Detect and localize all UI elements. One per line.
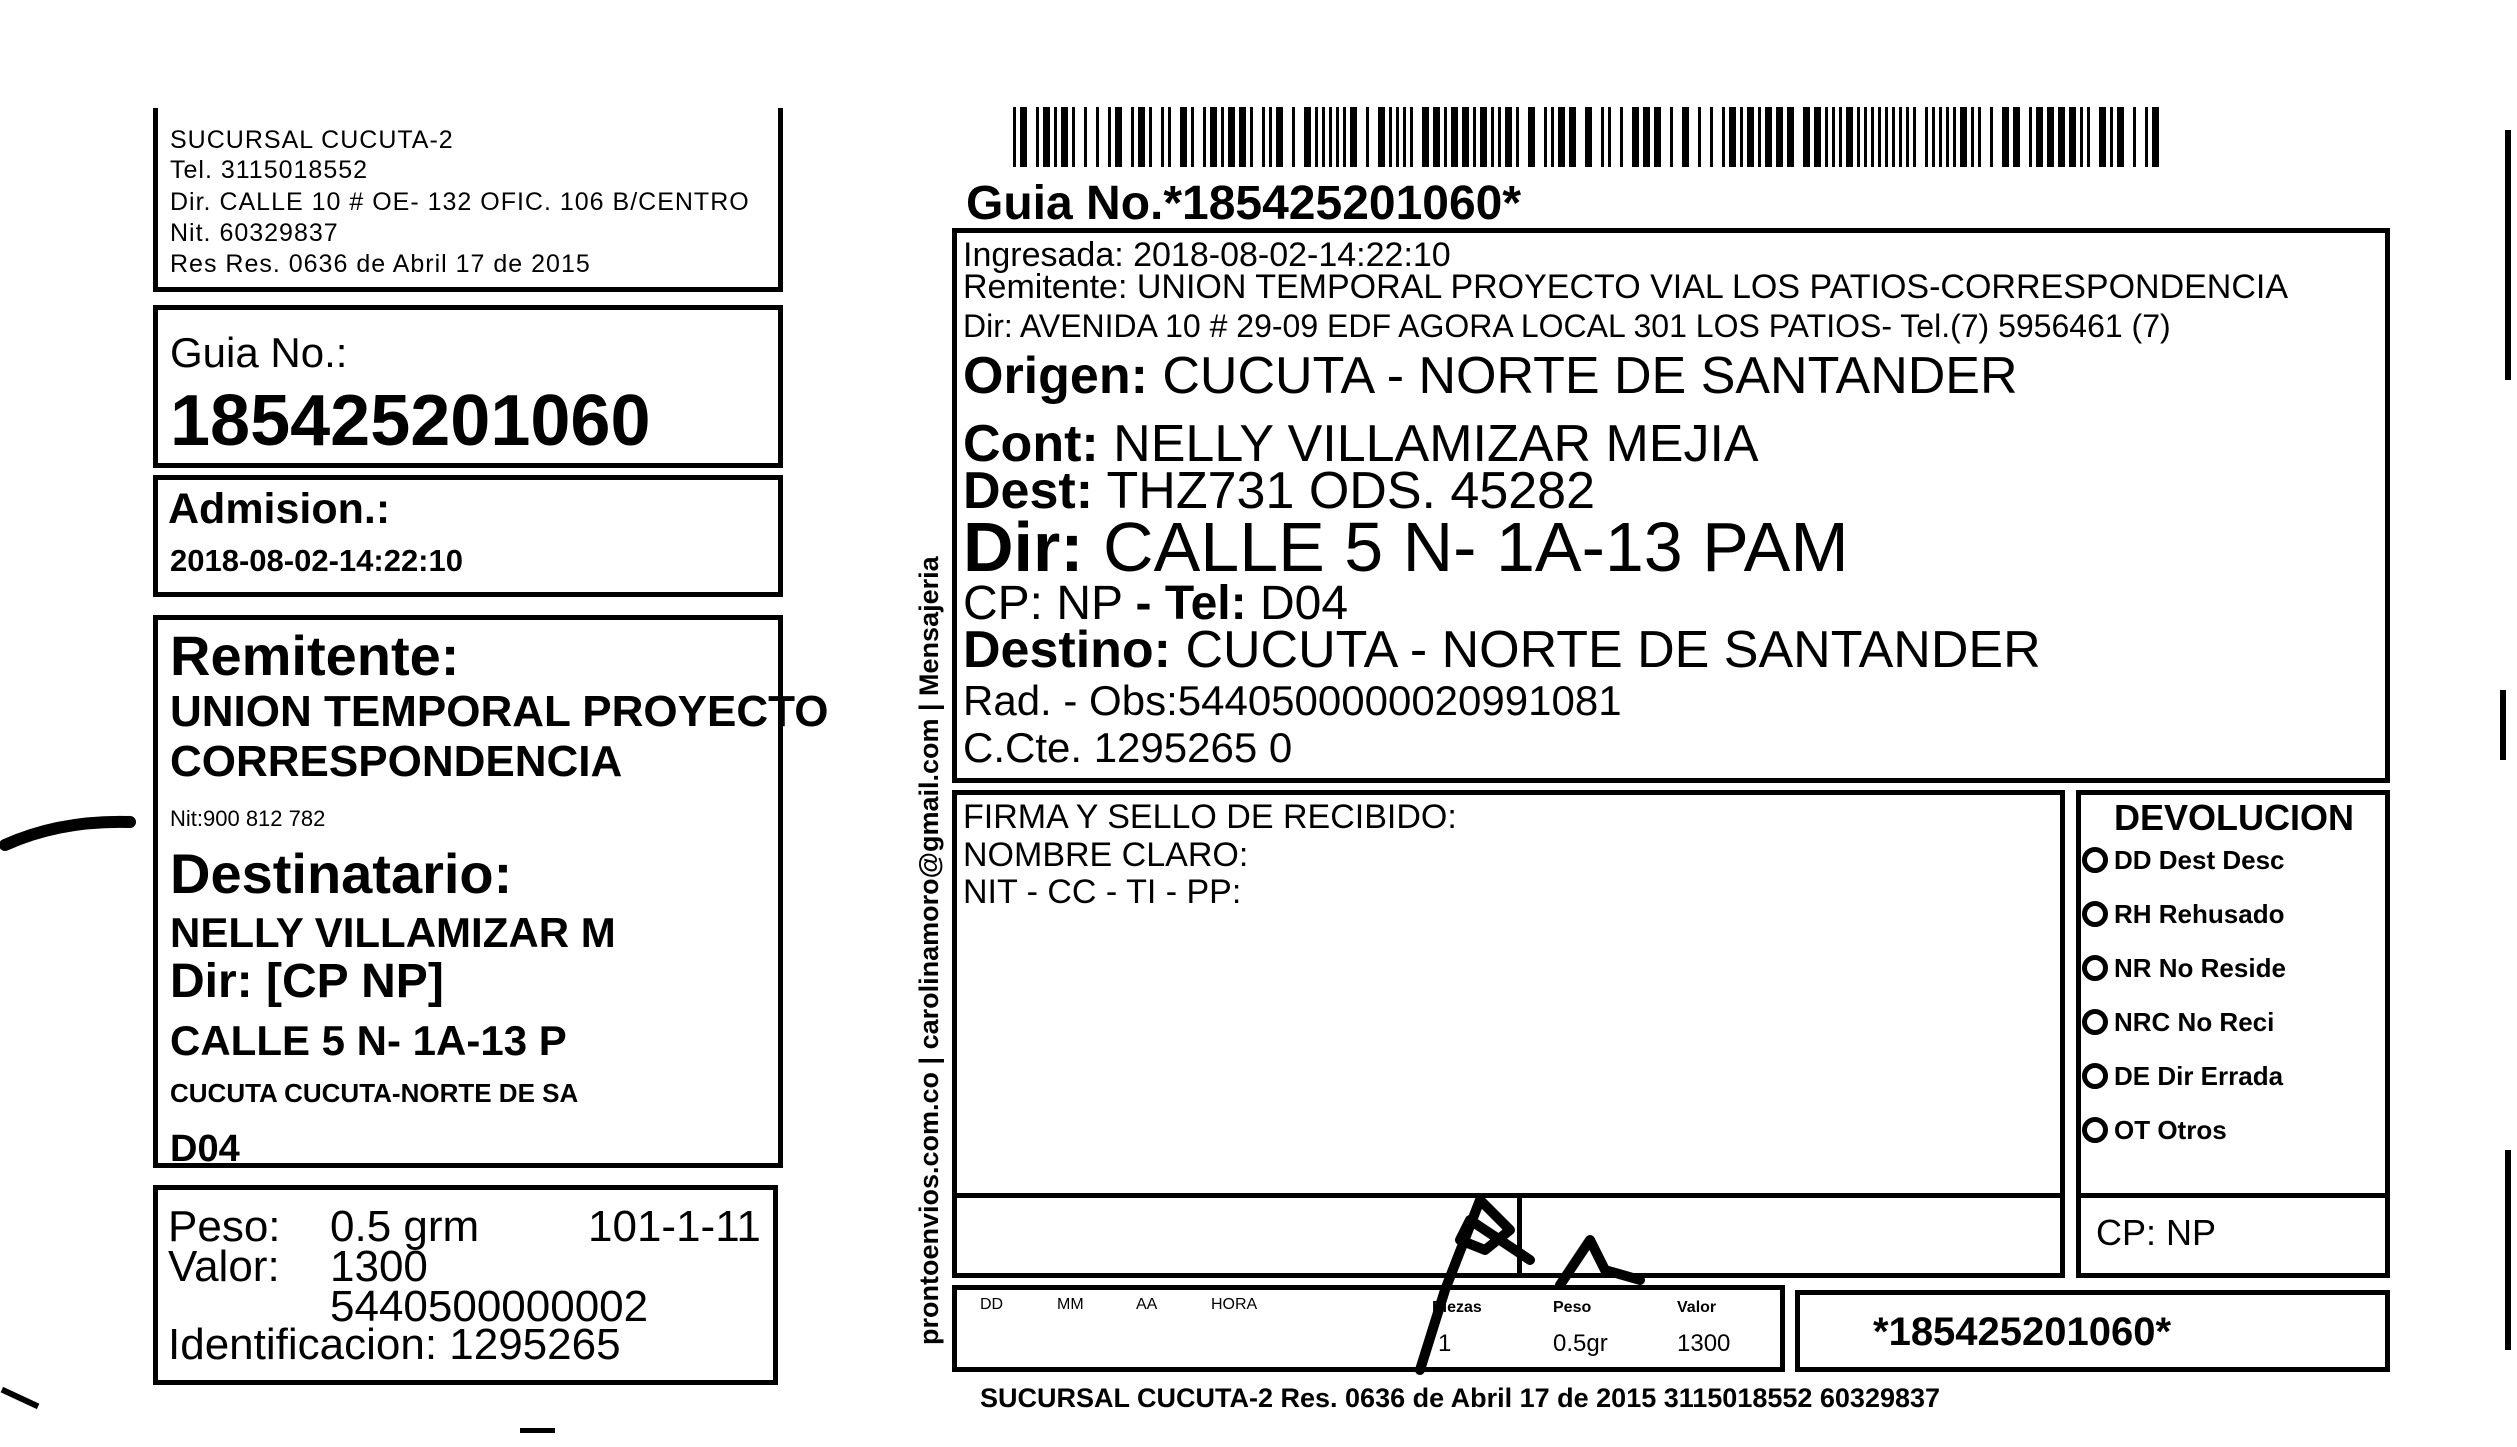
barcode-bar (1329, 107, 1332, 167)
scan-artifact-left (0, 780, 160, 860)
barcode-bar (1885, 107, 1888, 167)
destinatario-dir: Dir: [CP NP] (170, 955, 444, 1008)
piezas-label: Piezas (1432, 1299, 1482, 1316)
admision-value: 2018-08-02-14:22:10 (170, 543, 463, 578)
remitente-line1: UNION TEMPORAL PROYECTO (170, 687, 829, 736)
barcode-bar (1620, 107, 1623, 167)
barcode-bar (1608, 107, 1611, 167)
barcode-bar (1632, 107, 1639, 167)
rad-obs: Rad. - Obs:5440500000020991081 (963, 677, 1622, 724)
barcode-bar (1747, 107, 1754, 167)
barcode-bar (2117, 107, 2124, 167)
peso-small-value: 0.5gr (1553, 1330, 1608, 1357)
barcode-bar (1932, 107, 1935, 167)
barcode-bar (1221, 107, 1224, 167)
peso-value: 0.5 grm (330, 1202, 480, 1251)
barcode-bar (1210, 107, 1217, 167)
branch-resolution: Res Res. 0636 de Abril 17 de 2015 (170, 250, 591, 278)
barcode-bar (1601, 107, 1604, 167)
barcode-bar (1149, 107, 1152, 167)
footer-branch-line: SUCURSAL CUCUTA-2 Res. 0636 de Abril 17 de 2015 3115018552 60329837 (980, 1383, 1941, 1413)
barcode-bar (1396, 107, 1399, 167)
barcode-bar (1825, 107, 1828, 167)
devolucion-title: DEVOLUCION (2114, 797, 2355, 838)
barcode-bar (1304, 107, 1311, 167)
tel-label: Tel: (1164, 577, 1247, 630)
barcode-bar (1462, 107, 1469, 167)
devolucion-option-label: DE Dir Errada (2114, 1061, 2284, 1091)
barcode-bar (1013, 107, 1016, 167)
barcode-bar (1643, 107, 1650, 167)
barcode-bar (1108, 107, 1111, 167)
barcode-bar (2029, 107, 2032, 167)
edge-mark-right-2 (2500, 690, 2506, 760)
barcode-number: *185425201060* (1873, 1310, 2172, 1354)
admision-label: Admision.: (168, 485, 391, 533)
barcode-bar (1336, 107, 1339, 167)
barcode-bar (1061, 107, 1068, 167)
barcode-bar (1953, 107, 1956, 167)
dir-label: Dir: (963, 508, 1084, 586)
destinatario-city: CUCUTA CUCUTA-NORTE DE SA (170, 1078, 579, 1108)
barcode-bar (1480, 107, 1487, 167)
devolucion-option-label: OT Otros (2114, 1115, 2227, 1145)
edge-mark-right-1 (2505, 130, 2511, 380)
guia-title: Guia No.*185425201060* (966, 177, 1522, 230)
barcode-bar (1451, 107, 1458, 167)
peso-label: Peso: (168, 1202, 281, 1251)
devolucion-option-circle (2082, 1063, 2108, 1089)
reference-number: 5440500000002 (330, 1282, 649, 1331)
branch-name: SUCURSAL CUCUTA-2 (170, 126, 454, 154)
barcode-bar (1698, 107, 1701, 167)
guia-number: 185425201060 (170, 381, 651, 461)
branch-tel: Tel. 3115018552 (170, 156, 369, 184)
barcode-image (1013, 107, 2163, 167)
cp-value: CP: NP (963, 577, 1123, 630)
barcode-bar (2069, 107, 2076, 167)
peso-code: 101-1-11 (588, 1202, 761, 1251)
barcode-bar (1913, 107, 1916, 167)
barcode-bar (1350, 107, 1357, 167)
devolucion-divider (2076, 1193, 2390, 1198)
barcode-bar (1558, 107, 1565, 167)
ingresada: Ingresada: 2018-08-02-14:22:10 (963, 236, 1451, 274)
barcode-bar (1315, 107, 1318, 167)
dir-value: CALLE 5 N- 1A-13 PAM (1103, 508, 1849, 586)
barcode-bar (1544, 107, 1547, 167)
tel-value: D04 (1259, 577, 1349, 630)
barcode-bar (1960, 107, 1967, 167)
barcode-bar (1043, 107, 1050, 167)
destinatario-label: Destinatario: (170, 842, 513, 905)
origen-value: CUCUTA - NORTE DE SANTANDER (1162, 347, 2018, 405)
nit-label: NIT - CC - TI - PP: (963, 873, 1242, 911)
destinatario-name: NELLY VILLAMIZAR M (170, 909, 616, 956)
date-header-aa: AA (1136, 1296, 1158, 1313)
barcode-bar (1491, 107, 1494, 167)
edge-mark-bottom-mid (520, 1428, 555, 1433)
barcode-bar (1250, 107, 1253, 167)
valor-small-label: Valor (1677, 1299, 1717, 1316)
cuenta-corriente: C.Cte. 1295265 0 (963, 724, 1293, 771)
barcode-bar (2110, 107, 2113, 167)
branch-nit: Nit. 60329837 (170, 219, 339, 247)
barcode-bar (1939, 107, 1942, 167)
barcode-bar (1084, 107, 1087, 167)
barcode-bar (1422, 107, 1429, 167)
barcode-bar (2036, 107, 2043, 167)
barcode-bar (1758, 107, 1761, 167)
barcode-bar (1878, 107, 1881, 167)
devolucion-option-circle (2082, 1117, 2108, 1143)
barcode-bar (1832, 107, 1835, 167)
peso-small-label: Peso (1553, 1299, 1592, 1316)
barcode-bar (1115, 107, 1122, 167)
dest-label: Dest: (963, 462, 1094, 520)
barcode-bar (1239, 107, 1246, 167)
nombre-label: NOMBRE CLARO: (963, 836, 1249, 874)
destinatario-address: CALLE 5 N- 1A-13 P (170, 1017, 567, 1064)
barcode-bar (1787, 107, 1794, 167)
valor-label: Valor: (168, 1242, 280, 1291)
barcode-bar (1444, 107, 1447, 167)
barcode-bar (1654, 107, 1661, 167)
origen-label: Origen: (963, 347, 1148, 405)
date-header-mm: MM (1057, 1296, 1084, 1313)
barcode-bar (1906, 107, 1909, 167)
barcode-bar (1740, 107, 1743, 167)
barcode-bar (1292, 107, 1295, 167)
barcode-bar (2002, 107, 2009, 167)
barcode-bar (1498, 107, 1501, 167)
barcode-bar (1191, 107, 1194, 167)
date-header-hora: HORA (1211, 1296, 1258, 1313)
barcode-bar (1322, 107, 1325, 167)
barcode-bar (1839, 107, 1842, 167)
devolucion-option-circle (2082, 1009, 2108, 1035)
devolucion-option-label: RH Rehusado (2114, 899, 2285, 929)
remitente-full: Remitente: UNION TEMPORAL PROYECTO VIAL LOS PATIOS-CORRESPONDENCIA (963, 268, 2289, 306)
barcode-bar (1161, 107, 1164, 167)
devolucion-cp: CP: NP (2096, 1212, 2217, 1253)
barcode-bar (1228, 107, 1235, 167)
barcode-bar (1857, 107, 1860, 167)
barcode-bar (1864, 107, 1867, 167)
remitente-nit: Nit:900 812 782 (170, 806, 326, 831)
barcode-bar (1803, 107, 1810, 167)
destinatario-code: D04 (170, 1128, 240, 1170)
barcode-bar (1776, 107, 1783, 167)
barcode-bar (1378, 107, 1385, 167)
barcode-bar (1036, 107, 1039, 167)
devolucion-option-circle (2082, 847, 2108, 873)
barcode-bar (2058, 107, 2065, 167)
barcode-bar (1814, 107, 1821, 167)
devolucion-option-circle (2082, 955, 2108, 981)
devolucion-option-circle (2082, 901, 2108, 927)
barcode-bar (1262, 107, 1265, 167)
barcode-bar (1403, 107, 1406, 167)
firma-label: FIRMA Y SELLO DE RECIBIDO: (963, 798, 1457, 836)
barcode-bar (2133, 107, 2136, 167)
barcode-bar (1054, 107, 1057, 167)
cont-label: Cont: (963, 415, 1099, 473)
barcode-bar (1168, 107, 1171, 167)
edge-mark-right-3 (2505, 1150, 2511, 1350)
barcode-bar (2145, 107, 2148, 167)
identificacion: Identificacion: 1295265 (168, 1320, 621, 1369)
barcode-bar (1978, 107, 1981, 167)
remitente-line2: CORRESPONDENCIA (170, 737, 623, 786)
valor-value: 1300 (330, 1242, 428, 1291)
barcode-bar (1710, 107, 1713, 167)
barcode-bar (1410, 107, 1413, 167)
barcode-bar (2013, 107, 2020, 167)
barcode-bar (1528, 107, 1535, 167)
barcode-bar (1871, 107, 1874, 167)
barcode-bar (1366, 107, 1369, 167)
barcode-bar (1682, 107, 1689, 167)
barcode-bar (1433, 107, 1440, 167)
barcode-bar (1072, 107, 1075, 167)
barcode-bar (1180, 107, 1187, 167)
barcode-bar (1569, 107, 1576, 167)
dest-value: THZ731 ODS. 45282 (1106, 462, 1596, 520)
barcode-bar (2087, 107, 2090, 167)
origen-row (963, 347, 2018, 405)
barcode-bar (1551, 107, 1554, 167)
date-header-dd: DD (980, 1296, 1004, 1313)
barcode-bar (1971, 107, 1974, 167)
barcode-bar (1925, 107, 1928, 167)
guia-label: Guia No.: (170, 329, 348, 376)
valor-small-value: 1300 (1677, 1330, 1731, 1357)
barcode-bar (1389, 107, 1392, 167)
barcode-bar (1892, 107, 1895, 167)
edge-mark-bottom-left (1, 1387, 40, 1409)
barcode-bar (1670, 107, 1673, 167)
barcode-bar (1505, 107, 1512, 167)
barcode-bar (1765, 107, 1772, 167)
barcode-bar (1096, 107, 1099, 167)
barcode-bar (1729, 107, 1736, 167)
handwritten-signature (1390, 1180, 1650, 1380)
devolucion-option-label: DD Dest Desc (2114, 845, 2285, 875)
cp-tel-row: CP: NP - Tel: D04 (963, 577, 1349, 630)
barcode-bar (1138, 107, 1145, 167)
barcode-bar (1946, 107, 1949, 167)
barcode-bar (1585, 107, 1592, 167)
barcode-bar (1990, 107, 1993, 167)
remitente-label: Remitente: (170, 624, 460, 687)
cont-value: NELLY VILLAMIZAR MEJIA (1113, 415, 1759, 473)
barcode-bar (2047, 107, 2054, 167)
barcode-bar (1343, 107, 1346, 167)
barcode-bar (1899, 107, 1902, 167)
barcode-bar (1203, 107, 1206, 167)
barcode-bar (2080, 107, 2083, 167)
barcode-bar (1473, 107, 1476, 167)
destino-label: Destino: (963, 621, 1171, 679)
barcode-bar (1269, 107, 1272, 167)
barcode-bar (1276, 107, 1283, 167)
side-contact-text: prontoenvios.com.co | carolinamoro@gmail.com | Mensajeria (914, 556, 944, 1345)
destino-value: CUCUTA - NORTE DE SANTANDER (1185, 621, 2041, 679)
remitente-address: Dir: AVENIDA 10 # 29-09 EDF AGORA LOCAL 301 LOS PATIOS- Tel.(7) 5956461 (7) (963, 308, 2171, 344)
piezas-value: 1 (1438, 1330, 1452, 1357)
barcode-bar (1846, 107, 1853, 167)
destino-row (963, 621, 2041, 679)
branch-address: Dir. CALLE 10 # OE- 132 OFIC. 106 B/CENTRO (170, 188, 750, 216)
barcode-bar (1020, 107, 1027, 167)
barcode-bar (1722, 107, 1725, 167)
devolucion-option-label: NRC No Reci (2114, 1007, 2275, 1037)
dir-row (963, 508, 1849, 586)
devolucion-option-label: NR No Reside (2114, 953, 2286, 983)
barcode-bar (2099, 107, 2106, 167)
barcode-bar (2152, 107, 2159, 167)
barcode-bar (1131, 107, 1134, 167)
barcode-bar (1516, 107, 1519, 167)
